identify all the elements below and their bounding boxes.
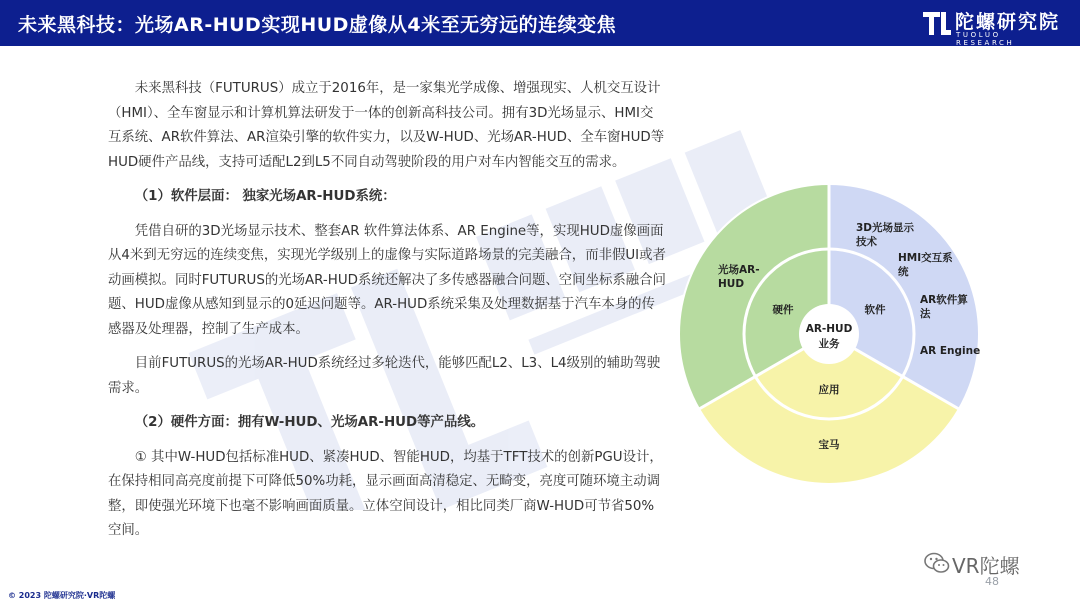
copyright-text: © 2023 陀螺研究院·VR陀螺 [8, 591, 116, 600]
software-paragraph: 凭借自研的3D光场显示技术、整套AR 软件算法体系、AR Engine等，实现HUD虚像画面从4米到无穷远的连续变焦，实现光学级别上的虚像与实际道路场景的完美融合，而非假UI或者动画模拟。同时FUTURUS的光场AR-HUD系统还解决了多传感器融合问题、空间坐标系融合问题、HUD虚像从感知到显示的0延迟问题等。AR-HUD系统采集及处理数据基于汽车本身的传感器及处理器，控制了生产成本。 [108, 223, 666, 337]
ar-hud-business-diagram [678, 183, 980, 485]
tl-logo-icon [922, 9, 952, 37]
logo-text: 陀螺研究院 [955, 11, 1061, 33]
wechat-watermark [924, 548, 1052, 576]
inner-software-label: 软件 [864, 304, 886, 316]
inner-hardware-label: 硬件 [772, 304, 794, 316]
hardware-product-line1: 光场AR- [718, 264, 760, 276]
wechat-icon [924, 551, 950, 575]
software-item-3-line2: 法 [920, 308, 931, 320]
software-item-1-line2: 技术 [856, 236, 877, 248]
inner-application-label: 应用 [818, 384, 840, 396]
software-heading: （1）软件层面： 独家光场AR-HUD系统： [134, 189, 396, 204]
body-text [108, 77, 666, 544]
page-title: 未来黑科技：光场AR-HUD实现HUD虚像从4米至无穷远的连续变焦 [18, 14, 617, 36]
brand-logo [922, 7, 1062, 47]
software-item-2-line1: HMI交互系 [898, 252, 953, 264]
wechat-name: VR陀螺 [952, 554, 1020, 578]
iteration-paragraph: 目前FUTURUS的光场AR-HUD系统经过多轮迭代，能够匹配L2、L3、L4级别的辅助驾驶需求。 [108, 356, 661, 396]
software-item-3-line1: AR软件算 [920, 294, 968, 306]
center-label-line1: AR-HUD [805, 323, 853, 335]
page-number: 48 [985, 575, 999, 588]
hardware-product-line2: HUD [718, 278, 745, 290]
logo-subtext: TUOLUO RESEARCH [956, 31, 1015, 47]
header-bar [0, 0, 1080, 46]
outer-application-label: 宝马 [818, 439, 840, 451]
software-item-2-line2: 统 [898, 266, 909, 278]
whud-paragraph: ① 其中W-HUD包括标准HUD、紧凑HUD、智能HUD，均基于TFT技术的创新PGU设计，在保持相同高亮度前提下可降低50%功耗，显示画面高清稳定、无畸变，亮度可随环境主动调整，即使强光环境下也毫不影响画面质量。立体空间设计，相比同类厂商W-HUD可节省50%空间。 [108, 449, 663, 538]
software-item-1-line1: 3D光场显示 [856, 222, 915, 234]
center-label-line2: 业务 [818, 338, 840, 350]
intro-paragraph: 未来黑科技（FUTURUS）成立于2016年，是一家集光学成像、增强现实、人机交互设计（HMI）、全车窗显示和计算机算法研发于一体的创新高科技公司。拥有3D光场显示、HMI交互系统、AR软件算法、AR渲染引擎的软件实力，以及W-HUD、光场AR-HUD、全车窗HUD等HUD硬件产品线，支持可适配L2到L5不同自动驾驶阶段的用户对车内智能交互的需求。 [108, 81, 665, 170]
hardware-heading: （2）硬件方面：拥有W-HUD、光场AR-HUD等产品线。 [134, 415, 485, 430]
software-item-4: AR Engine [920, 345, 980, 357]
